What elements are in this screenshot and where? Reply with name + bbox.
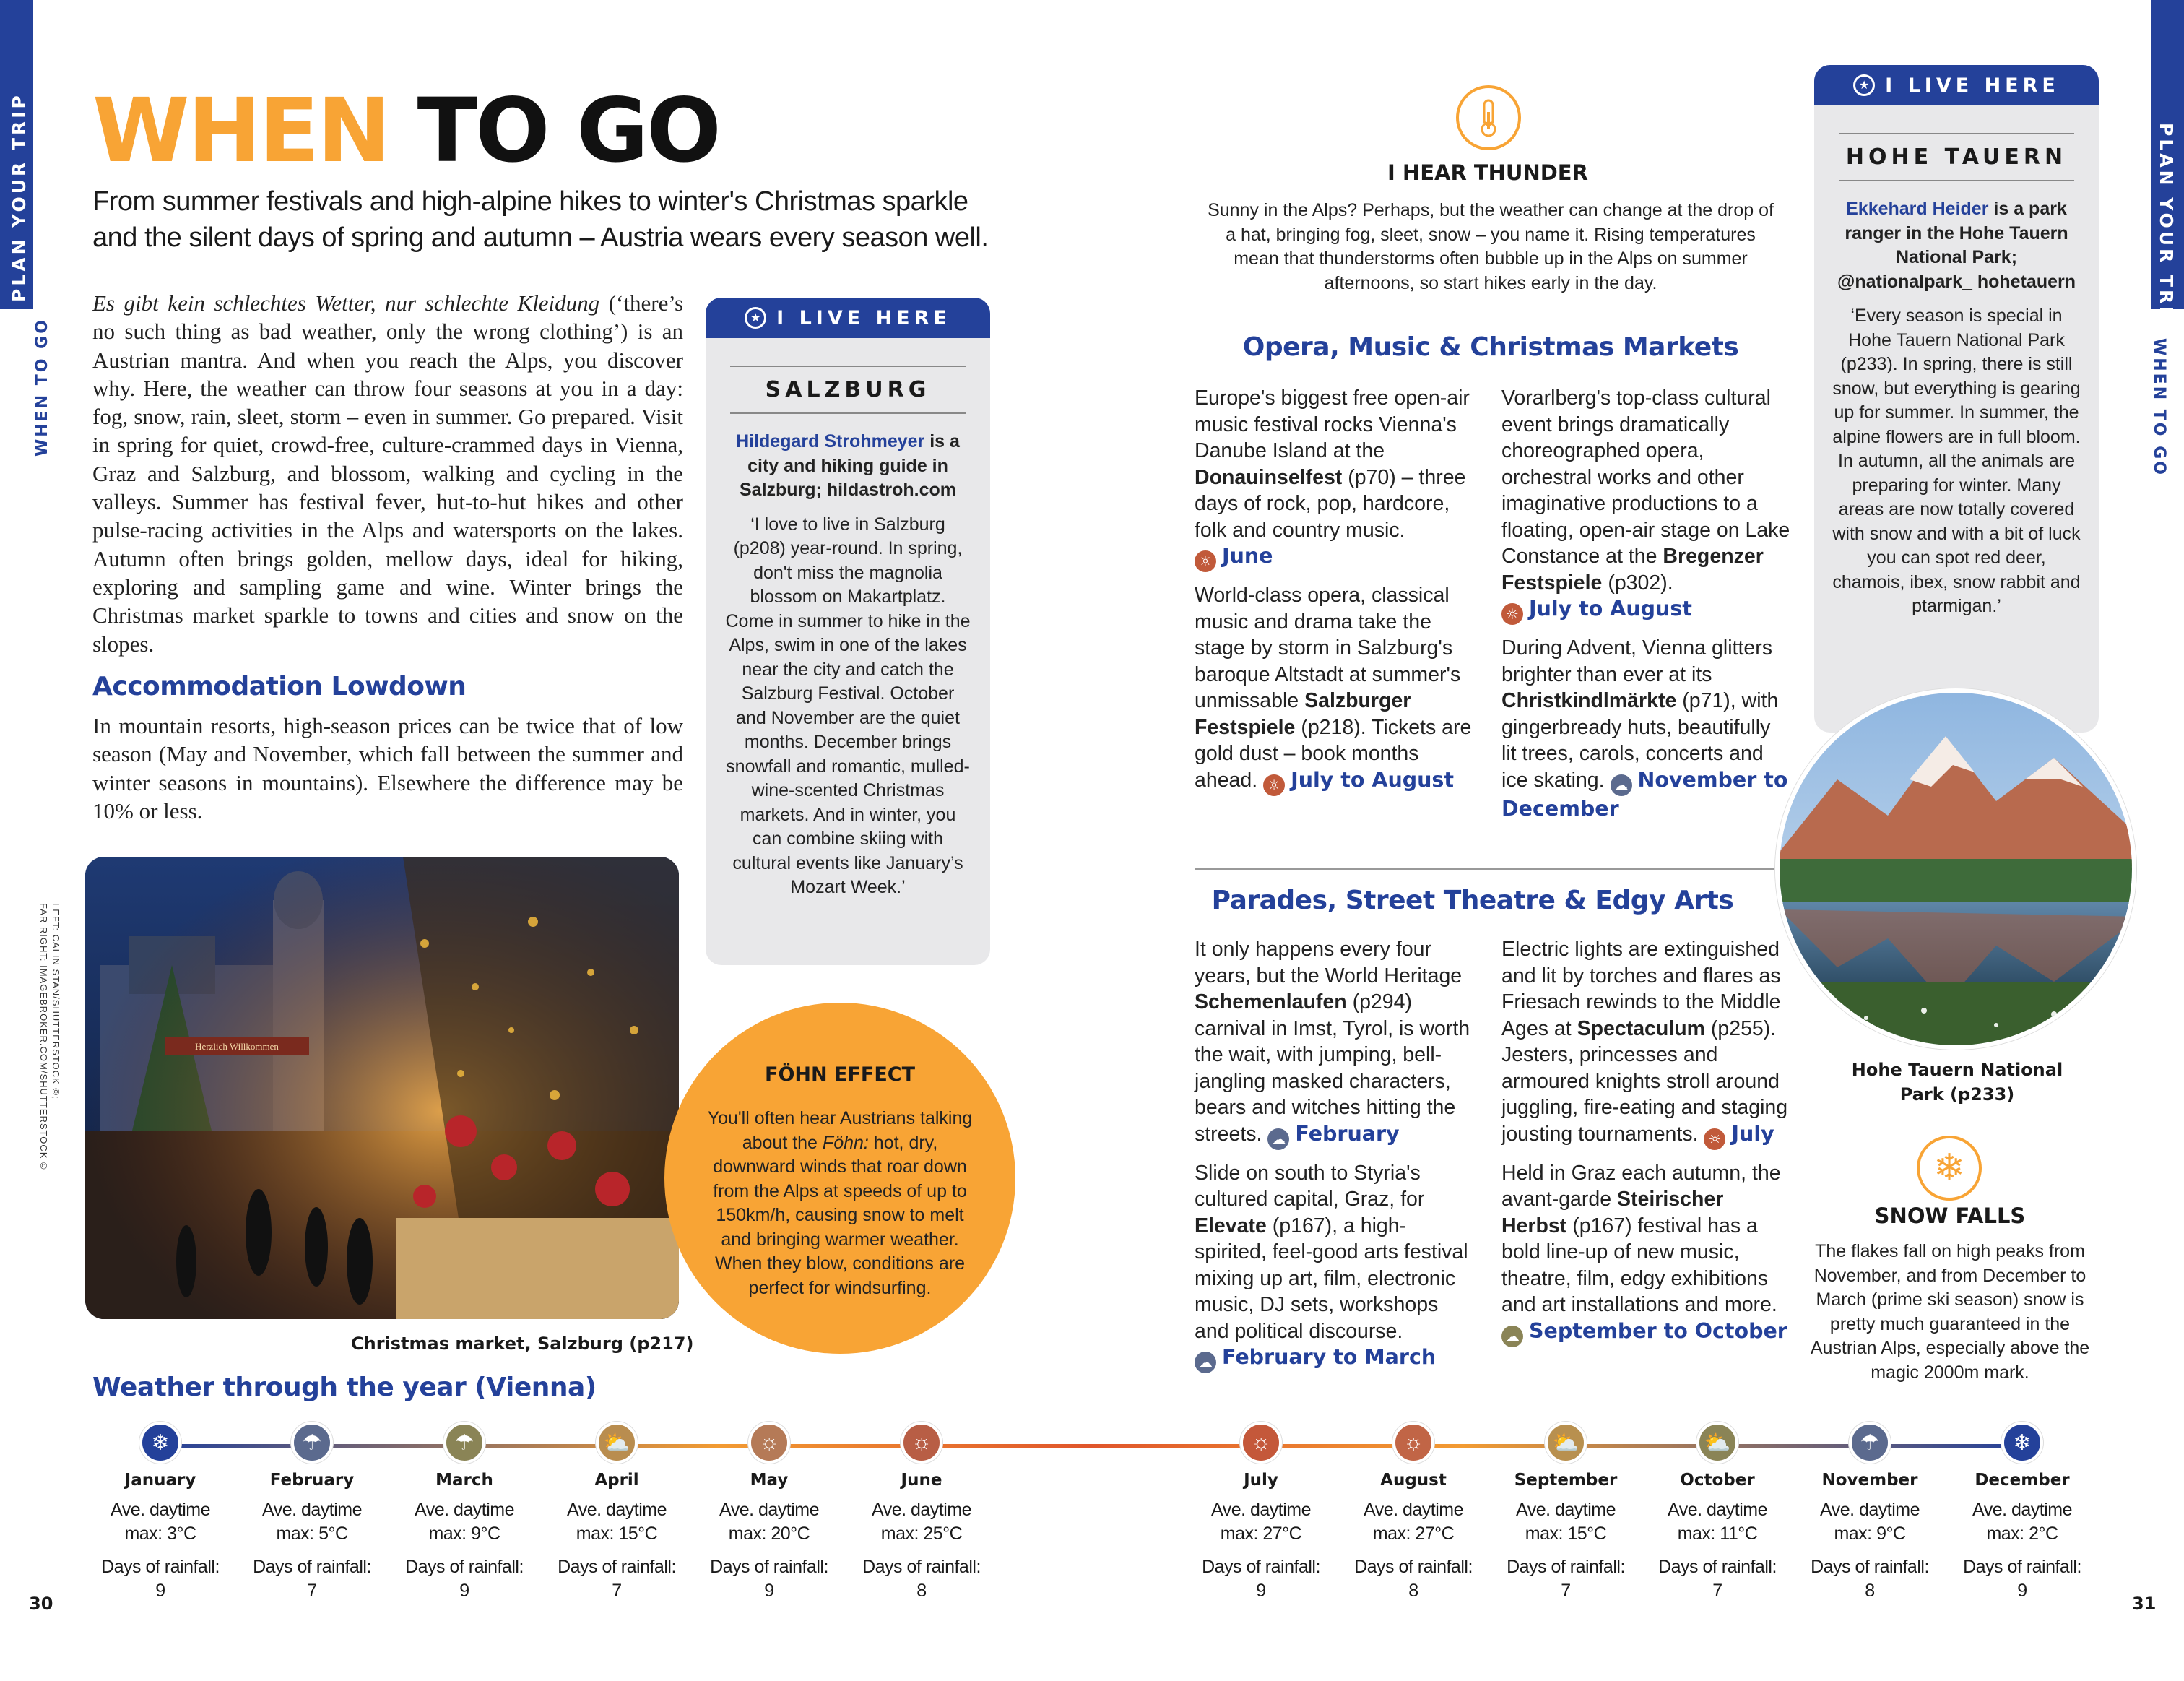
hohe-card-person: Ekkehard Heider xyxy=(1846,199,1989,219)
partly-cloudy-icon: ⛅ xyxy=(596,1422,638,1464)
month-rainfall: Days of rainfall: 9 xyxy=(101,1557,220,1601)
month-rainfall: Days of rainfall: 8 xyxy=(1811,1557,1929,1601)
right-section-label: WHEN TO GO xyxy=(2150,338,2168,477)
accommodation-heading: Accommodation Lowdown xyxy=(92,672,467,701)
title-when: WHEN xyxy=(92,79,389,182)
page-number-left: 30 xyxy=(29,1594,53,1614)
page-number-right: 31 xyxy=(2132,1594,2157,1614)
hohe-card-quote: ‘Every season is special in Hohe Tauern National Park (p233). In spring, there is still snow, but everything is gearing up for summer. In summer, the alpine flowers are in full bloom. In autumn, all the animals are preparing for winter. Many areas are now totally covered with snow and with a bit of luck you can spot red deer, chamois, ibex, snow rabbit and ptarmigan.’ xyxy=(1832,306,2081,616)
accommodation-text: In mountain resorts, high-season prices can be twice that of low season (May and November, which fall between the summer and winter seasons in mountains). Elsewhere the difference may be 10% or less. xyxy=(92,713,683,824)
left-plan-tab[interactable] xyxy=(0,0,33,309)
when-february: ☁ February xyxy=(1268,1122,1399,1146)
alpine-lake-illustration xyxy=(1780,693,2136,1050)
salzburg-card xyxy=(706,298,990,965)
hohe-card-role: is a park ranger in the Hohe Tauern National Park; @nationalpark_ hohetauern xyxy=(1837,199,2076,292)
donauinselfest-name: Donauinselfest xyxy=(1195,465,1343,489)
rain-cloud-icon: ☁ xyxy=(1268,1128,1289,1150)
month-rainfall: Days of rainfall: 7 xyxy=(1507,1557,1625,1601)
month-name: May xyxy=(750,1471,789,1490)
weather-heading: Weather through the year (Vienna) xyxy=(92,1373,597,1402)
when-july-august-2: ☼ July to August xyxy=(1502,597,1692,621)
month-may xyxy=(697,1422,841,1602)
body-italic-phrase: Es gibt kein schlechtes Wetter, nur schlechte Kleidung xyxy=(92,290,600,316)
month-november xyxy=(1798,1422,1942,1602)
fohn-italic: Föhn: xyxy=(822,1132,869,1153)
month-august xyxy=(1341,1422,1486,1602)
hohe-photo-caption: Hohe Tauern National Park (p233) xyxy=(1851,1060,2063,1105)
parades-item-schemenlaufen: It only happens every four years, but the World Heritage Schemenlaufen (p294) carnival in Imst, Tyrol, is worth the wait, with jumping, bell-jangling masked characters, bears and witches hitting the streets. ☁ February xyxy=(1195,936,1476,1150)
page-title xyxy=(92,79,719,182)
left-section-label: WHEN TO GO xyxy=(33,318,51,457)
rain-cloud-icon: ☂ xyxy=(291,1422,333,1464)
salzburg-card-city: SALZBURG xyxy=(730,366,966,414)
when-february-march: ☁ February to March xyxy=(1195,1345,1436,1369)
month-name: August xyxy=(1380,1471,1447,1490)
map-pin-icon: ★ xyxy=(1853,74,1875,96)
thunder-title: I HEAR THUNDER xyxy=(1387,160,1588,185)
right-plan-tab-label: PLAN YOUR TRIP xyxy=(2156,123,2177,332)
sun-icon: ☼ xyxy=(901,1422,942,1464)
snowflake-icon: ❄ xyxy=(1917,1136,1982,1201)
opera-item-donauinselfest: Europe's biggest free open-air music festival rocks Vienna's Danube Island at the Donauinselfest (p70) – three days of rock, pop, hardcore, folk and country music. ☼ June xyxy=(1195,385,1473,572)
month-name: November xyxy=(1821,1471,1918,1490)
month-march xyxy=(392,1422,537,1602)
rain-cloud-icon: ☁ xyxy=(1611,774,1632,796)
month-temperature: Ave. daytime max: 9°C xyxy=(1819,1500,1920,1544)
salzburger-festspiele-name: Salzburger Festspiele xyxy=(1195,689,1411,739)
when-november-december: ☁ November to December xyxy=(1502,767,1788,821)
salzburg-card-person: Hildegard Strohmeyer xyxy=(736,431,925,451)
month-july xyxy=(1189,1422,1333,1602)
salzburg-card-quote: ‘I love to live in Salzburg (p208) year-round. In spring, don't miss the magnolia blossom on Makartplatz. Come in summer to hike in the Alps, swim in one of the lakes near the city and catch the Salzburg Festival. October and November are the quiet months. December brings snowfall and romantic, mulled-wine-scented Christmas markets. And in winter, you can combine skiing with cultural events like January’s Mozart Week.’ xyxy=(725,514,971,897)
month-rainfall: Days of rainfall: 9 xyxy=(710,1557,828,1601)
opera-item-salzburger-festspiele: World-class opera, classical music and drama take the stage by storm in Salzburg's baroque Altstadt at summer's unmissable Salzburger Festspiele (p218). Tickets are gold dust – book months ahead. ☼ July to August xyxy=(1195,582,1473,796)
sun-icon: ☼ xyxy=(1240,1422,1282,1464)
hohe-card-city: HOHE TAUERN xyxy=(1839,133,2074,181)
intro-text: From summer festivals and high-alpine hikes to winter's Christmas sparkle and the silent days of spring and autumn – Austria wears every season well. xyxy=(92,186,989,253)
sun-icon: ☼ xyxy=(1502,603,1523,625)
month-rainfall: Days of rainfall: 8 xyxy=(1354,1557,1473,1601)
opera-item-christkindlmarkte: During Advent, Vienna glitters brighter than ever at its Christkindlmärkte (p71), with gingerbready huts, beautifully lit trees, carols, concerts and ice skating. ☁ November to December xyxy=(1502,636,1788,821)
partly-cloudy-icon: ⛅ xyxy=(1545,1422,1587,1464)
month-february xyxy=(240,1422,384,1602)
title-to-go: TO GO xyxy=(417,79,719,182)
month-rainfall: Days of rainfall: 7 xyxy=(558,1557,676,1601)
body-paragraph xyxy=(92,289,683,658)
opera-col-right xyxy=(1502,385,1790,822)
month-rainfall: Days of rainfall: 9 xyxy=(1963,1557,2081,1601)
rain-cloud-icon: ☁ xyxy=(1195,1352,1216,1373)
month-name: December xyxy=(1975,1471,2070,1490)
rain-cloud-icon: ☂ xyxy=(443,1422,485,1464)
sun-icon: ☼ xyxy=(1195,550,1216,572)
hohe-tauern-card xyxy=(1814,65,2099,733)
month-temperature: Ave. daytime max: 2°C xyxy=(1972,1500,2073,1544)
parades-heading: Parades, Street Theatre & Edgy Arts xyxy=(1211,886,1734,915)
month-name: April xyxy=(594,1471,639,1490)
section-divider xyxy=(1195,868,1781,870)
steirischer-herbst-name: Steirischer Herbst xyxy=(1502,1188,1724,1237)
month-rainfall: Days of rainfall: 8 xyxy=(862,1557,981,1601)
month-october xyxy=(1645,1422,1790,1602)
fohn-text-1: You'll often hear Austrians talking about the xyxy=(707,1108,973,1153)
month-name: October xyxy=(1680,1471,1755,1490)
month-temperature: Ave. daytime max: 9°C xyxy=(414,1500,515,1544)
fohn-text-2: hot, dry, downward winds that roar down from the Alps at speeds of up to 150km/h, causing snow to melt and bringing warmer weather. When they blow, conditions are perfect for windsurfing. xyxy=(713,1132,967,1298)
spectaculum-name: Spectaculum xyxy=(1577,1016,1705,1040)
rain-cloud-icon: ☂ xyxy=(1849,1422,1891,1464)
elevate-name: Elevate xyxy=(1195,1214,1267,1237)
month-temperature: Ave. daytime max: 3°C xyxy=(110,1500,211,1544)
hohe-card-header xyxy=(1814,65,2099,105)
month-june xyxy=(849,1422,994,1602)
thunder-text: Sunny in the Alps? Perhaps, but the weather can change at the drop of a hat, bringing fog, sleet, snow – you name it. Rising temperatures mean that thunderstorms often bubble up in the Alps on summer afternoons, so start hikes early in the day. xyxy=(1208,200,1774,293)
thermometer-icon xyxy=(1456,85,1521,150)
when-june: ☼ June xyxy=(1195,544,1273,568)
sun-icon: ☼ xyxy=(1392,1422,1434,1464)
salzburg-card-role: is a city and hiking guide in Salzburg; hildastroh.com xyxy=(739,431,960,500)
parades-item-spectaculum: Electric lights are extinguished and lit by torches and flares as Friesach rewinds to the Middle Ages at Spectaculum (p255). Jesters, princesses and armoured knights stroll around juggling, fire-eating and staging jousting tournaments. ☼ July xyxy=(1502,936,1790,1150)
parades-item-steirischer-herbst: Held in Graz each autumn, the avant-garde Steirischer Herbst (p167) festival has a bold line-up of new music, theatre, film, edgy exhibitions and art installations and more. ☁ September to October xyxy=(1502,1160,1790,1347)
christmas-market-photo xyxy=(85,857,679,1319)
when-september-october: ☁ September to October xyxy=(1502,1319,1788,1343)
month-rainfall: Days of rainfall: 7 xyxy=(253,1557,371,1601)
christkindlmarkte-name: Christkindlmärkte xyxy=(1502,689,1677,712)
parades-col-right xyxy=(1502,936,1790,1347)
photo-credits xyxy=(38,903,62,1336)
map-pin-icon: ★ xyxy=(745,307,766,329)
sun-icon: ☼ xyxy=(1263,774,1285,796)
month-name: June xyxy=(901,1471,942,1490)
month-name: January xyxy=(124,1471,196,1490)
month-december xyxy=(1950,1422,2094,1602)
opera-col-left xyxy=(1195,385,1473,796)
month-september xyxy=(1494,1422,1638,1602)
month-name: July xyxy=(1244,1471,1278,1490)
parades-col-left xyxy=(1195,936,1476,1373)
month-name: February xyxy=(269,1471,355,1490)
month-temperature: Ave. daytime max: 11°C xyxy=(1667,1500,1768,1544)
snow-title: SNOW FALLS xyxy=(1874,1204,2026,1228)
bregenzer-festspiele-name: Bregenzer Festspiele xyxy=(1502,545,1764,595)
salzburg-card-header xyxy=(706,298,990,338)
month-temperature: Ave. daytime max: 15°C xyxy=(566,1500,667,1544)
month-temperature: Ave. daytime max: 20°C xyxy=(719,1500,820,1544)
salzburg-card-header-label: I LIVE HERE xyxy=(776,306,951,329)
month-temperature: Ave. daytime max: 27°C xyxy=(1363,1500,1464,1544)
photo-caption: Christmas market, Salzburg (p217) xyxy=(351,1334,694,1354)
month-temperature: Ave. daytime max: 5°C xyxy=(261,1500,363,1544)
snow-text: The flakes fall on high peaks from November, and from December to March (prime ski season) snow is pretty much guaranteed in the Austrian Alps, especially above the magic 2000m mark. xyxy=(1810,1241,2090,1383)
parades-item-elevate: Slide on south to Styria's cultured capital, Graz, for Elevate (p167), a high-spirited, feel-good arts festival mixing up art, film, electronic music, DJ sets, workshops and political discourse. ☁ February to March xyxy=(1195,1160,1476,1374)
left-plan-tab-label: PLAN YOUR TRIP xyxy=(9,92,30,302)
month-january xyxy=(88,1422,233,1602)
fohn-title: FÖHN EFFECT xyxy=(765,1063,915,1086)
month-temperature: Ave. daytime max: 25°C xyxy=(871,1500,972,1544)
photo-credit-right: FAR RIGHT: IMAGEBROKER.COM/SHUTTERSTOCK © xyxy=(38,903,49,1170)
hohe-tauern-photo xyxy=(1775,688,2136,1050)
photo-credit-left: LEFT: CALIN STAN/SHUTTERSTOCK ©; xyxy=(51,903,61,1099)
when-july: ☼ July xyxy=(1704,1122,1774,1146)
schemenlaufen-name: Schemenlaufen xyxy=(1195,990,1347,1014)
month-rainfall: Days of rainfall: 9 xyxy=(1202,1557,1320,1601)
month-temperature: Ave. daytime max: 27°C xyxy=(1210,1500,1312,1544)
sun-icon: ☼ xyxy=(748,1422,790,1464)
body-paragraph-text: (‘there’s no such thing as bad weather, only the wrong clothing’) is an Austrian mantra. And when you reach the Alps, you discover why. Here, the weather can throw four seasons at you in a day: fog, snow, rain, sleet, storm – even in summer. Go prepared. Visit in spring for quiet, crowd-free, culture-crammed days in Vienna, Graz and Salzburg, and blossom, walking and cycling in the valleys. Summer has festival fever, hut-to-hut hikes and other pulse-racing activities in the Alps and watersports on the lakes. Autumn often brings golden, mellow days, ideal for hiking, exploring and sampling game and wine. Winter brings the Christmas market sparkle to towns and cities and snow on the slopes. xyxy=(92,290,684,657)
snowflake-icon: ❄ xyxy=(2001,1422,2043,1464)
opera-item-bregenzer-festspiele: Vorarlberg's top-class cultural event brings dramatically choreographed opera, orchestral works and other imaginative productions to a floating, open-air stage on Lake Constance at the Bregenzer Festspiele (p302). ☼ July to August xyxy=(1502,385,1790,625)
month-rainfall: Days of rainfall: 9 xyxy=(405,1557,524,1601)
salzburg-card-intro xyxy=(706,414,990,503)
month-rainfall: Days of rainfall: 7 xyxy=(1658,1557,1777,1601)
month-name: March xyxy=(436,1471,493,1490)
fohn-effect-circle xyxy=(664,1003,1015,1354)
hohe-card-intro xyxy=(1814,181,2099,294)
market-sign-text: Herzlich Willkommen xyxy=(195,1041,279,1052)
month-temperature: Ave. daytime max: 15°C xyxy=(1515,1500,1616,1544)
fohn-text xyxy=(706,1107,974,1300)
sun-icon: ☼ xyxy=(1704,1128,1725,1150)
month-name: September xyxy=(1514,1471,1618,1490)
opera-heading: Opera, Music & Christmas Markets xyxy=(1242,332,1739,362)
partly-cloudy-icon: ⛅ xyxy=(1696,1422,1738,1464)
month-april xyxy=(545,1422,689,1602)
hohe-card-header-label: I LIVE HERE xyxy=(1885,74,2060,97)
snowflake-icon: ❄ xyxy=(139,1422,181,1464)
partly-cloudy-icon: ☁ xyxy=(1502,1326,1523,1347)
when-july-august: ☼ July to August xyxy=(1263,768,1454,792)
christmas-market-illustration xyxy=(85,857,679,1319)
right-plan-tab[interactable] xyxy=(2151,0,2184,332)
